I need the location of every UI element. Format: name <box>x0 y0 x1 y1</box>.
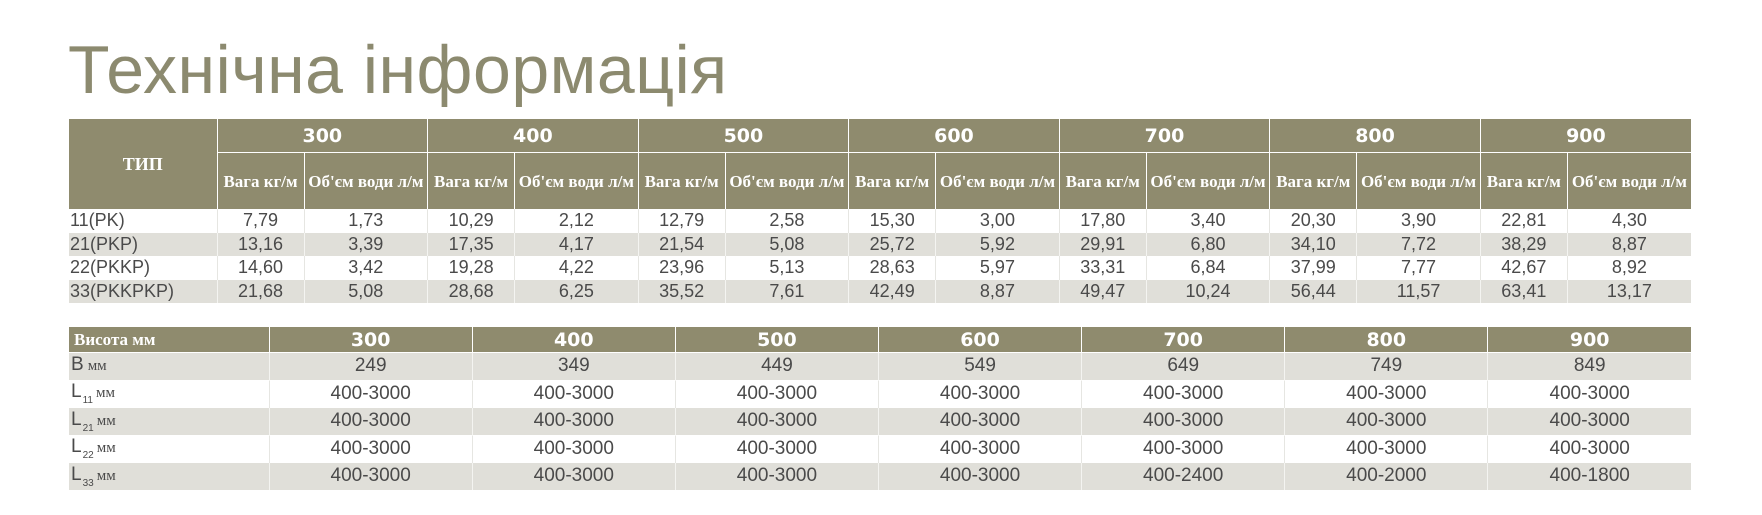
size-header: 300 <box>269 327 472 353</box>
dimension-value-cell: 749 <box>1285 353 1488 381</box>
volume-cell: 3,00 <box>936 209 1060 233</box>
dimension-value-cell: 400-2000 <box>1285 463 1488 490</box>
dimension-unit: мм <box>96 467 116 484</box>
volume-cell: 7,77 <box>1357 256 1481 280</box>
volume-cell: 4,17 <box>515 233 639 257</box>
dimension-letter: L <box>71 436 82 458</box>
weight-cell: 33,31 <box>1059 256 1146 280</box>
size-header: 700 <box>1082 327 1285 353</box>
dimension-name-cell <box>69 435 269 463</box>
size-header: 800 <box>1270 119 1481 153</box>
height-header-row <box>69 327 1691 353</box>
volume-cell: 2,58 <box>725 209 849 233</box>
dimension-value-cell: 649 <box>1082 353 1285 381</box>
table-row <box>69 233 1691 257</box>
dimension-value-cell: 400-1800 <box>1488 463 1691 490</box>
weight-cell: 37,99 <box>1270 256 1357 280</box>
volume-cell: 6,84 <box>1146 256 1270 280</box>
volume-cell: 13,17 <box>1567 280 1691 304</box>
volume-cell: 8,87 <box>936 280 1060 304</box>
dimensions-table <box>69 327 1691 490</box>
weight-header: Вага кг/м <box>1270 153 1357 210</box>
dimension-value-cell: 400-3000 <box>1285 380 1488 408</box>
dimension-value-cell: 549 <box>878 353 1081 381</box>
dimension-value-cell: 249 <box>269 353 472 381</box>
type-name-cell: 33(PKKPKP) <box>69 280 217 304</box>
dimension-unit: мм <box>96 412 116 429</box>
dimension-value-cell: 400-3000 <box>878 463 1081 490</box>
weight-cell: 49,47 <box>1059 280 1146 304</box>
volume-header: Об'єм води л/м <box>936 153 1060 210</box>
subheader-row <box>69 153 1691 210</box>
weight-cell: 25,72 <box>849 233 936 257</box>
table-row <box>69 408 1691 436</box>
dimension-subscript: 11 <box>82 395 93 407</box>
dimension-value-cell: 400-3000 <box>269 463 472 490</box>
volume-cell: 6,80 <box>1146 233 1270 257</box>
table-row <box>69 209 1691 233</box>
weight-cell: 63,41 <box>1480 280 1567 304</box>
volume-header: Об'єм води л/м <box>304 153 428 210</box>
size-header: 500 <box>675 327 878 353</box>
volume-header: Об'єм води л/м <box>1146 153 1270 210</box>
dimension-letter: L <box>71 463 82 485</box>
size-header: 400 <box>472 327 675 353</box>
table-row <box>69 256 1691 280</box>
volume-header: Об'єм води л/м <box>725 153 849 210</box>
weight-cell: 28,63 <box>849 256 936 280</box>
dimension-value-cell: 349 <box>472 353 675 381</box>
weight-cell: 21,68 <box>217 280 304 304</box>
volume-cell: 5,92 <box>936 233 1060 257</box>
weight-cell: 17,80 <box>1059 209 1146 233</box>
dimension-value-cell: 449 <box>675 353 878 381</box>
dimension-letter: L <box>71 381 82 403</box>
volume-cell: 4,30 <box>1611 210 1647 231</box>
volume-cell: 7,61 <box>725 280 849 304</box>
size-header: 400 <box>428 119 639 153</box>
weight-header: Вага кг/м <box>849 153 936 210</box>
weight-cell: 10,29 <box>428 209 515 233</box>
dimension-value-cell: 400-3000 <box>1488 408 1691 436</box>
page-title: Технічна інформація <box>68 32 728 108</box>
size-header: 600 <box>849 119 1060 153</box>
volume-cell: 10,24 <box>1146 280 1270 304</box>
weight-header: Вага кг/м <box>217 153 304 210</box>
weight-cell: 7,79 <box>217 209 304 233</box>
weight-cell: 56,44 <box>1270 280 1357 304</box>
weight-cell: 12,79 <box>638 209 725 233</box>
dimension-value-cell: 400-3000 <box>878 435 1081 463</box>
dimension-name-cell <box>69 463 269 490</box>
type-name-cell: 11(PK) <box>69 209 217 233</box>
volume-cell: 11,57 <box>1357 280 1481 304</box>
dimension-unit: мм <box>96 440 116 457</box>
weight-cell: 34,10 <box>1270 233 1357 257</box>
dimension-value-cell: 400-3000 <box>472 408 675 436</box>
weight-cell: 28,68 <box>428 280 515 304</box>
table-row <box>69 463 1691 490</box>
dimension-name-cell <box>69 380 269 408</box>
dimension-value-cell: 400-3000 <box>675 463 878 490</box>
dimension-subscript: 21 <box>82 422 94 434</box>
table-row <box>69 280 1691 304</box>
dimension-value-cell: 400-3000 <box>675 435 878 463</box>
weight-cell: 42,49 <box>849 280 936 304</box>
weight-cell: 20,30 <box>1270 209 1357 233</box>
table-row <box>69 435 1691 463</box>
dimension-value-cell: 400-3000 <box>1082 408 1285 436</box>
table-row <box>69 380 1691 408</box>
size-header: 900 <box>1488 327 1691 353</box>
dimension-name-cell <box>69 408 269 436</box>
volume-cell: 5,97 <box>936 256 1060 280</box>
volume-cell: 2,12 <box>515 209 639 233</box>
dimension-value-cell: 400-2400 <box>1082 463 1285 490</box>
volume-cell: 6,25 <box>515 280 639 304</box>
volume-cell: 3,42 <box>304 256 428 280</box>
weight-cell: 22,81 <box>1480 209 1567 233</box>
weight-volume-table <box>69 119 1691 303</box>
size-header: 300 <box>217 119 428 153</box>
dimension-unit: мм <box>95 385 115 402</box>
volume-cell: 5,08 <box>304 280 428 304</box>
size-header: 900 <box>1480 119 1691 153</box>
dimension-subscript: 33 <box>82 477 94 489</box>
weight-cell: 29,91 <box>1059 233 1146 257</box>
weight-cell: 23,96 <box>638 256 725 280</box>
dimension-value-cell: 849 <box>1488 353 1691 381</box>
volume-cell: 8,87 <box>1567 233 1691 257</box>
volume-cell: 3,90 <box>1357 209 1481 233</box>
weight-cell: 17,35 <box>428 233 515 257</box>
dimension-value-cell: 400-3000 <box>878 380 1081 408</box>
height-label: Висота мм <box>69 327 269 353</box>
volume-cell: 3,40 <box>1146 209 1270 233</box>
weight-cell: 14,60 <box>217 256 304 280</box>
dimension-value-cell: 400-3000 <box>1082 435 1285 463</box>
volume-cell: 4,22 <box>515 256 639 280</box>
volume-cell: 5,08 <box>725 233 849 257</box>
volume-cell: 3,39 <box>304 233 428 257</box>
volume-cell: 5,13 <box>725 256 849 280</box>
dimension-value-cell: 400-3000 <box>472 435 675 463</box>
weight-cell: 19,28 <box>428 256 515 280</box>
weight-cell: 21,54 <box>638 233 725 257</box>
weight-cell: 35,52 <box>638 280 725 304</box>
volume-cell: 8,92 <box>1611 257 1647 278</box>
dimension-value-cell: 400-3000 <box>1285 435 1488 463</box>
dimension-value-cell: 400-3000 <box>1285 408 1488 436</box>
volume-cell: 1,73 <box>304 209 428 233</box>
dimension-value-cell: 400-3000 <box>675 408 878 436</box>
volume-header: Об'єм води л/м <box>515 153 639 210</box>
weight-cell: 13,16 <box>217 233 304 257</box>
type-name-cell: 22(PKKP) <box>69 256 217 280</box>
weight-header: Вага кг/м <box>428 153 515 210</box>
type-name-cell: 21(PKP) <box>69 233 217 257</box>
volume-cell: 7,72 <box>1357 233 1481 257</box>
weight-header: Вага кг/м <box>1480 153 1567 210</box>
table-row <box>69 353 1691 381</box>
dimension-value-cell: 400-3000 <box>1488 435 1691 463</box>
dimension-value-cell: 400-3000 <box>1082 380 1285 408</box>
volume-header: Об'єм води л/м <box>1571 171 1687 191</box>
dimension-value-cell: 400-3000 <box>1488 380 1691 408</box>
dimension-value-cell: 400-3000 <box>269 408 472 436</box>
dimension-letter: L <box>71 408 82 430</box>
dimension-subscript: 22 <box>82 450 94 462</box>
dimension-value-cell: 400-3000 <box>472 463 675 490</box>
weight-cell: 42,67 <box>1480 256 1567 280</box>
size-header-row <box>69 119 1691 153</box>
size-header: 600 <box>878 327 1081 353</box>
weight-cell: 15,30 <box>849 209 936 233</box>
dimension-value-cell: 400-3000 <box>269 380 472 408</box>
dimension-name-cell <box>69 353 269 381</box>
dimension-unit: мм <box>87 357 107 374</box>
dimension-value-cell: 400-3000 <box>675 380 878 408</box>
size-header: 700 <box>1059 119 1270 153</box>
weight-cell: 38,29 <box>1480 233 1567 257</box>
dimension-value-cell: 400-3000 <box>269 435 472 463</box>
weight-header: Вага кг/м <box>638 153 725 210</box>
dimension-letter: B <box>71 353 84 375</box>
dimension-value-cell: 400-3000 <box>878 408 1081 436</box>
weight-header: Вага кг/м <box>1059 153 1146 210</box>
size-header: 800 <box>1285 327 1488 353</box>
type-header: ТИП <box>69 119 217 209</box>
dimension-value-cell: 400-3000 <box>472 380 675 408</box>
size-header: 500 <box>638 119 849 153</box>
volume-header: Об'єм води л/м <box>1357 153 1481 210</box>
